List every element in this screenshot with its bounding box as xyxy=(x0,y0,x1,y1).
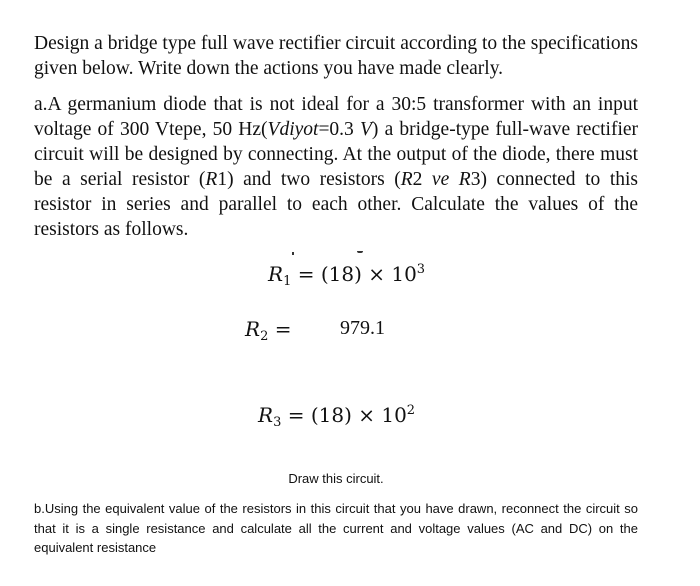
part-a-after-v: ) a bridge-type full-wave rectifier circuit will be designed by connecting. At the output of the diode, there must be a serial resistor ( xyxy=(34,119,639,190)
volt-unit: V xyxy=(359,119,372,140)
ve-word: ve xyxy=(422,169,459,190)
r3-symbol: R xyxy=(458,169,471,190)
eq-r3-sub: 3 xyxy=(273,415,282,430)
stray-mark xyxy=(357,251,363,253)
draw-instruction: Draw this circuit. xyxy=(288,471,384,486)
part-a-paragraph xyxy=(34,92,638,242)
r3-number: 3 xyxy=(470,169,481,190)
eq-r1-exp: 3 xyxy=(416,262,426,277)
vdiyot-symbol: Vdiyot xyxy=(267,119,319,140)
eq-r1-rhs: = (18) × 10 xyxy=(291,262,417,286)
eq-r3-symbol: R xyxy=(258,403,274,427)
eq-r1-sub: 1 xyxy=(283,274,292,289)
part-a-mid1: ) and two resistors ( xyxy=(227,169,401,190)
r1-number: 1 xyxy=(217,169,228,190)
equation-r2 xyxy=(245,317,291,344)
part-b-paragraph xyxy=(34,499,638,558)
equation-r1 xyxy=(268,262,425,289)
intro-paragraph xyxy=(34,31,638,81)
part-a-tail: ) connected to this resistor in series and parallel to each other. Calculate the values of the resistors as follows. xyxy=(34,169,639,240)
eq-r1-symbol: R xyxy=(268,262,284,286)
r2-symbol: R xyxy=(400,169,413,190)
eq-r2-symbol: R xyxy=(245,317,261,341)
eq-r2-rhs: = xyxy=(268,317,292,341)
stray-mark xyxy=(292,252,294,255)
eq-r3-rhs: = (18) × 10 xyxy=(281,403,407,427)
part-b-text: b.Using the equivalent value of the resistors in this circuit that you have drawn, reconnect the circuit so that it is a single resistance and calculate all the current and voltage values (AC and DC) on the equivalent resistance xyxy=(34,501,638,555)
r2-number: 2 xyxy=(412,169,423,190)
equation-r2-value: 979.1 xyxy=(340,317,385,339)
equation-r3 xyxy=(258,403,415,430)
eq-r3-exp: 2 xyxy=(406,403,416,418)
intro-text: Design a bridge type full wave rectifier circuit according to the specifications given below. Write down the actions you have made clearly. xyxy=(34,33,638,79)
eq-r2-sub: 2 xyxy=(260,329,269,344)
r1-symbol: R xyxy=(205,169,218,190)
part-a-lead: a.A germanium diode that is not ideal for a 30:5 transformer with an input voltage of 300 Vtepe, 50 Hz( xyxy=(34,94,638,140)
vdiyot-value: =0.3 xyxy=(318,119,360,140)
